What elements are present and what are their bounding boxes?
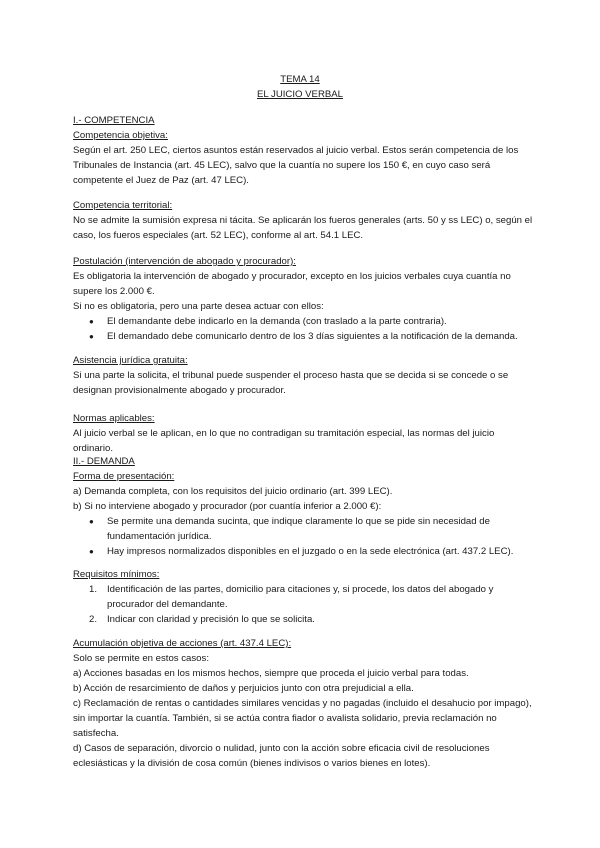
subheading-postulacion: Postulación (intervención de abogado y procurador):	[73, 256, 296, 267]
paragraph-competencia-territorial: No se admite la sumisión expresa ni tácita. Se aplicarán los fueros generales (arts. 50 y ss LEC) o, según el caso, los fueros especiales (art. 52 LEC), conforme al art. 54.1 LEC.	[73, 215, 533, 241]
subheading-asistencia-juridica: Asistencia jurídica gratuita:	[73, 355, 188, 366]
section-demanda	[73, 454, 533, 559]
paragraph-acumulacion-intro: Solo se permite en estos casos:	[73, 653, 209, 664]
list-item-text: Identificación de las partes, domicilio para citaciones y, si procede, los datos del abogado y procurador del demandante.	[107, 584, 494, 610]
subheading-acumulacion-acciones: Acumulación objetiva de acciones (art. 437.4 LEC):	[73, 638, 292, 649]
postulacion-bullet-list	[73, 314, 533, 344]
paragraph-postulacion-opcional: Si no es obligatoria, pero una parte desea actuar con ellos:	[73, 301, 324, 312]
block-requisitos	[73, 567, 533, 627]
list-item-text: Indicar con claridad y precisión lo que se solicita.	[107, 614, 315, 625]
requisitos-numbered-list	[73, 582, 533, 627]
paragraph-acumulacion-b: b) Acción de resarcimiento de daños y perjuicios junto con otra prejudicial a ella.	[73, 683, 414, 694]
block-competencia-territorial	[73, 198, 533, 243]
section-heading: I.- COMPETENCIA	[73, 115, 155, 126]
block-normas	[73, 411, 533, 456]
paragraph-forma-a: a) Demanda completa, con los requisitos del juicio ordinario (art. 399 LEC).	[73, 486, 393, 497]
list-item: ● Se permite una demanda sucinta, que indique claramente lo que se pide sin necesidad de fundamentación jurídica.	[73, 514, 533, 544]
paragraph-acumulacion-a: a) Acciones basadas en los mismos hechos, siempre que proceda el juicio verbal para todas.	[73, 668, 469, 679]
block-asistencia	[73, 353, 533, 398]
list-item	[73, 582, 533, 612]
list-number: 2.	[89, 614, 98, 625]
forma-bullet-list	[73, 514, 533, 559]
paragraph-postulacion: Es obligatoria la intervención de abogado y procurador, excepto en los juicios verbales cuya cuantía no supere los 2.000 €.	[73, 271, 511, 297]
subheading-requisitos-minimos: Requisitos mínimos:	[73, 569, 160, 580]
block-postulacion	[73, 254, 533, 344]
list-item: ● El demandante debe indicarlo en la demanda (con traslado a la parte contraria).	[73, 314, 533, 329]
section-competencia	[73, 113, 533, 188]
list-item	[73, 612, 533, 627]
paragraph-normas-aplicables: Al juicio verbal se le aplican, en lo que no contradigan su tramitación especial, las normas del juicio ordinario.	[73, 428, 495, 454]
paragraph-forma-b: b) Si no interviene abogado y procurador (por cuantía inferior a 2.000 €):	[73, 501, 382, 512]
subheading-competencia-objetiva: Competencia objetiva:	[73, 130, 168, 141]
paragraph-competencia-objetiva: Según el art. 250 LEC, ciertos asuntos están reservados al juicio verbal. Estos serán competencia de los Tribunales de Instancia (art. 45 LEC), salvo que la cuantía no supere los 150 €, en cuyo caso será competente el Juez de Paz (art. 47 LEC).	[73, 145, 519, 186]
list-number: 1.	[89, 584, 98, 595]
paragraph-acumulacion-d: d) Casos de separación, divorcio o nulidad, junto con la acción sobre eficacia civil de resoluciones eclesiásticas y la división de cosa común (bienes indivisos o varios bienes en lotes).	[73, 743, 490, 769]
block-acumulacion	[73, 636, 533, 771]
list-item: ● Hay impresos normalizados disponibles en el juzgado o en la sede electrónica (art. 437.2 LEC).	[73, 544, 533, 559]
section-heading: II.- DEMANDA	[73, 456, 135, 467]
paragraph-acumulacion-c: c) Reclamación de rentas o cantidades similares vencidas y no pagadas (incluido el desahucio por impago), sin importar la cuantía. También, si se actúa contra fiador o avalista solidario, previa reclamación no satisfecha.	[73, 698, 532, 739]
paragraph-asistencia-juridica: Si una parte la solicita, el tribunal puede suspender el proceso hasta que se decida si se concede o se designan provisionalmente abogado y procurador.	[73, 370, 509, 396]
document-subtitle: EL JUICIO VERBAL	[256, 89, 343, 100]
subheading-competencia-territorial: Competencia territorial:	[73, 200, 173, 211]
list-item: ● El demandado debe comunicarlo dentro de los 3 días siguientes a la notificación de la demanda.	[73, 329, 533, 344]
tema-title: TEMA 14	[280, 74, 320, 85]
subheading-normas-aplicables: Normas aplicables:	[73, 413, 155, 424]
subheading-forma-presentacion: Forma de presentación:	[73, 471, 175, 482]
